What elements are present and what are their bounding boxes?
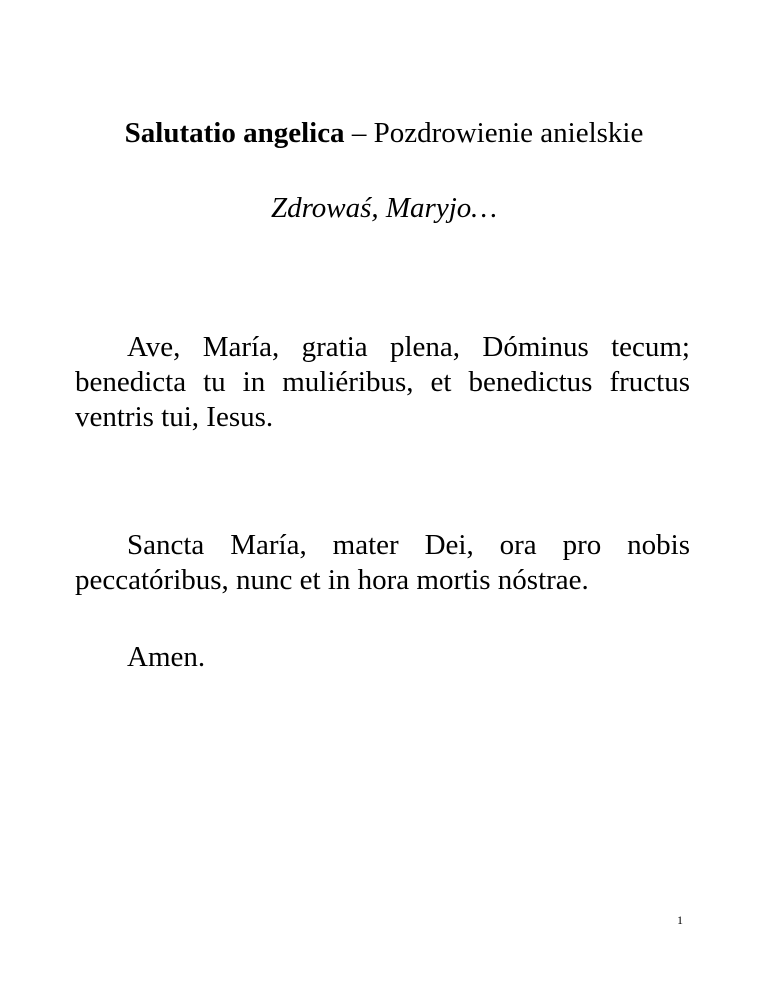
page-title xyxy=(0,115,768,151)
prayer-paragraph-2: Sancta María, mater Dei, ora pro nobis peccatóribus, nunc et in hora mortis nóstrae. xyxy=(75,529,690,596)
title-latin: Salutatio angelica xyxy=(124,117,345,149)
title-polish: – Pozdrowienie anielskie xyxy=(344,117,644,149)
prayer-paragraph-1: Ave, María, gratia plena, Dóminus tecum; benedicta tu in muliéribus, et benedictus fructus ventris tui, Iesus. xyxy=(75,331,690,433)
page-subtitle: Zdrowaś, Maryjo… xyxy=(270,192,498,224)
page-number: 1 xyxy=(677,913,683,927)
prayer-amen: Amen. xyxy=(127,641,206,673)
